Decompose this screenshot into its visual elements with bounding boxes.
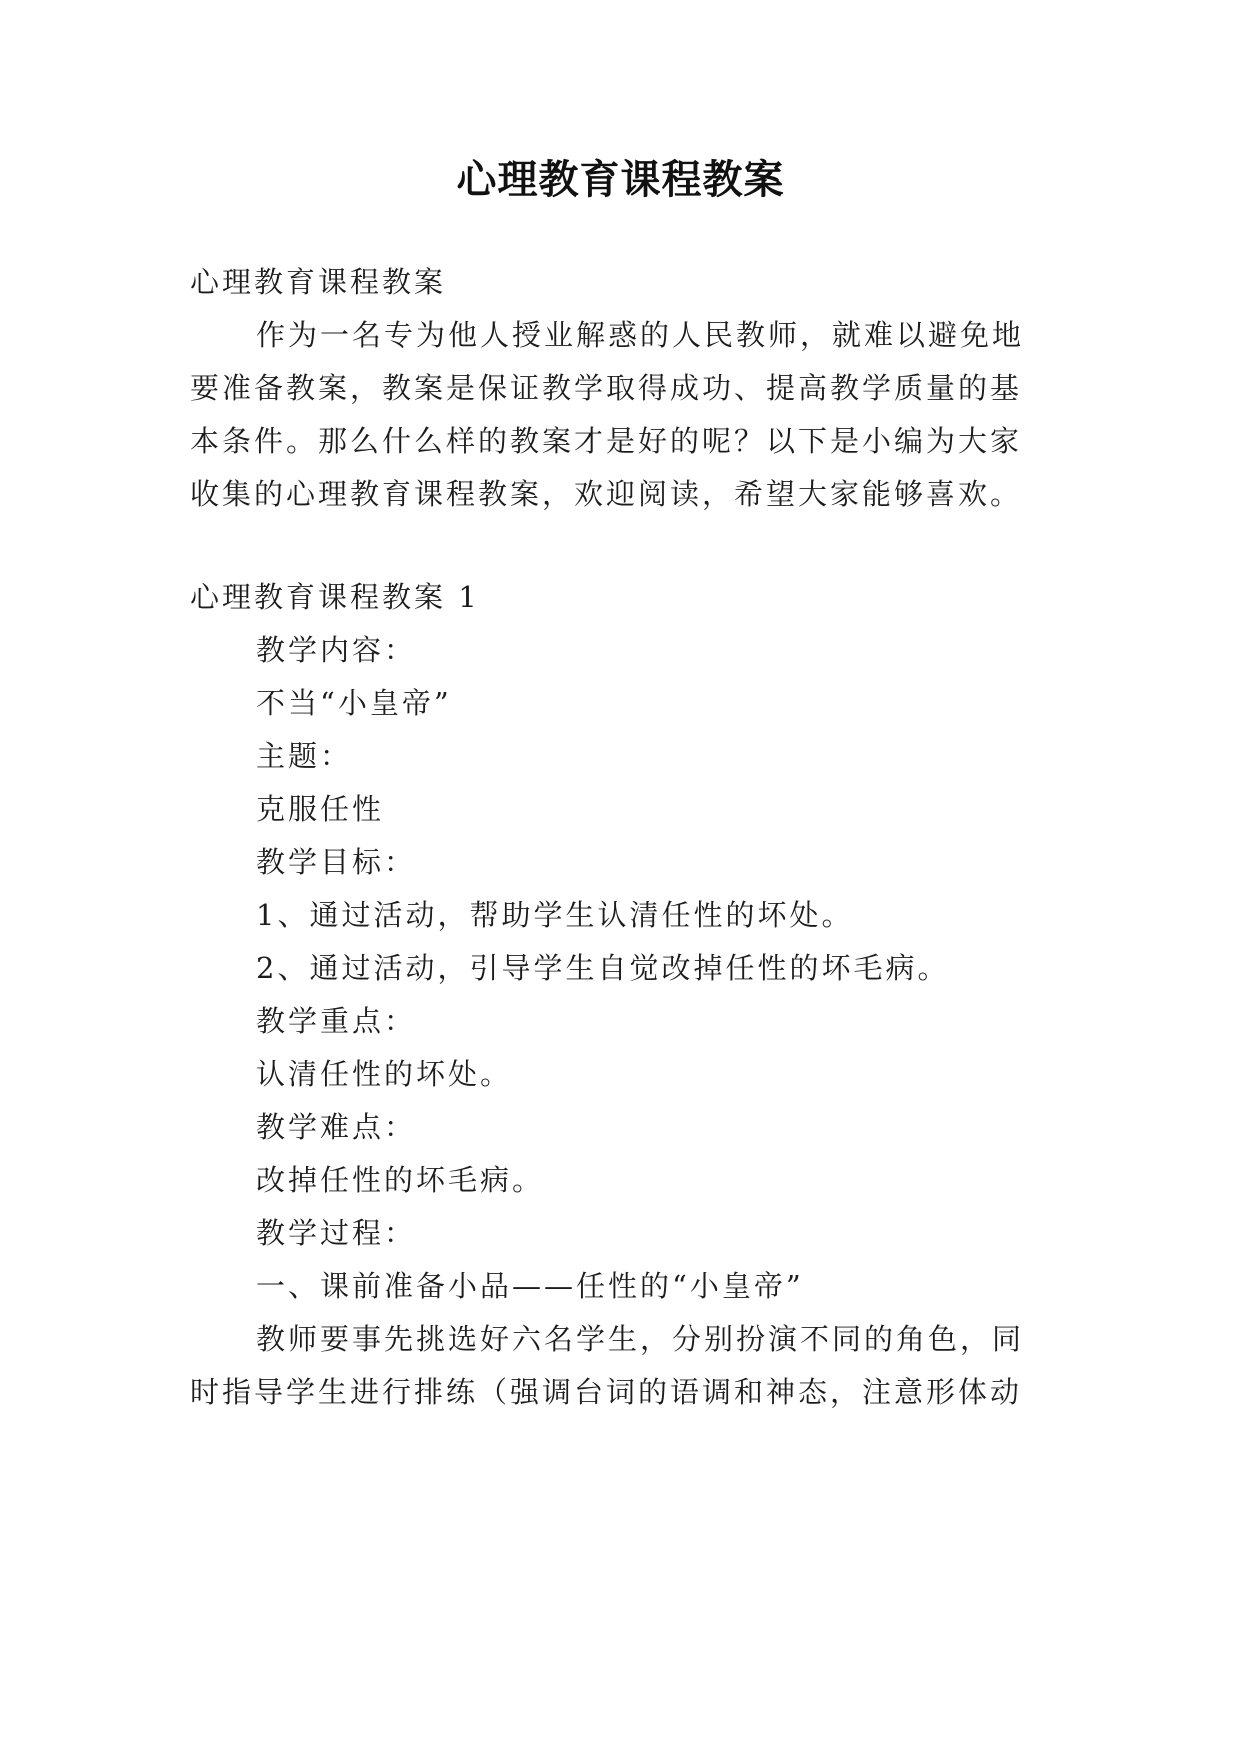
document-title: 心理教育课程教案: [456, 157, 785, 203]
body-line: 改掉任性的坏毛病。: [256, 1163, 545, 1197]
body-line: 克服任性: [256, 792, 385, 826]
intro-line: 本条件。那么什么样的教案才是好的呢？以下是小编为大家: [190, 424, 1023, 458]
body-line: 2、通过活动，引导学生自觉改掉任性的坏毛病。: [256, 951, 950, 985]
body-line: 教学内容：: [256, 633, 417, 667]
body-line: 教学过程：: [256, 1216, 417, 1250]
body-line: 认清任性的坏处。: [256, 1057, 513, 1091]
document-subtitle: 心理教育课程教案: [190, 265, 447, 299]
body-line: 教师要事先挑选好六名学生，分别扮演不同的角色，同: [256, 1322, 1025, 1356]
intro-line: 作为一名专为他人授业解惑的人民教师，就难以避免地: [256, 318, 1025, 352]
section-heading: 心理教育课程教案 1: [190, 580, 480, 614]
intro-line: 收集的心理教育课程教案，欢迎阅读，希望大家能够喜欢。: [190, 477, 1023, 511]
body-line: 不当“小皇帝”: [256, 686, 452, 720]
intro-line: 要准备教案，教案是保证教学取得成功、提高教学质量的基: [190, 371, 1023, 405]
body-line: 1、通过活动，帮助学生认清任性的坏处。: [256, 898, 854, 932]
body-line: 教学难点：: [256, 1110, 417, 1144]
body-line: 主题：: [256, 739, 353, 773]
body-line: 教学重点：: [256, 1004, 417, 1038]
body-line: 时指导学生进行排练（强调台词的语调和神态，注意形体动: [190, 1375, 1023, 1409]
body-line: 教学目标：: [256, 845, 417, 879]
body-line: 一、课前准备小品——任性的“小皇帝”: [256, 1269, 804, 1303]
